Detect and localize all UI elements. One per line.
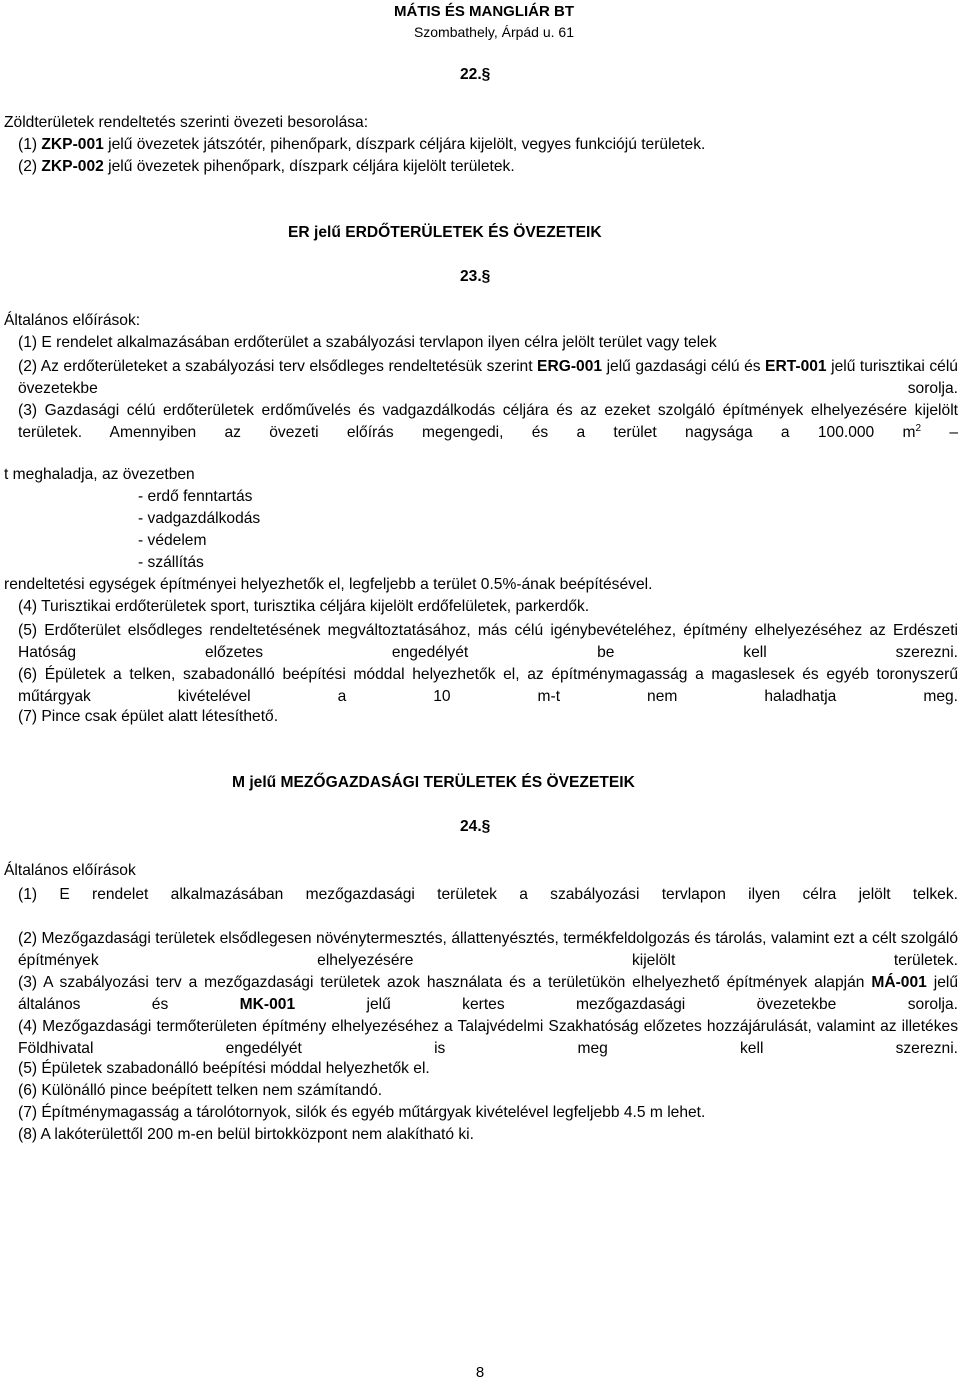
section-number-22: 22.§ — [460, 66, 491, 83]
list-item: - szállítás — [138, 554, 204, 571]
page-number: 8 — [475, 1364, 485, 1381]
zone-code: ZKP-002 — [41, 158, 104, 175]
m-paragraph-8: (8) A lakóterülettől 200 m-en belül birtokközpont nem alakítható ki. — [18, 1126, 474, 1143]
m-paragraph-2: (2) Mezőgazdasági területek elsődlegesen növénytermesztés, állattenyésztés, termékfeldolgozás és tárolás, valamint ezt a célt szolgáló építmények elhelyezésére kijelölt területek. — [18, 930, 958, 970]
list-item: - erdő fenntartás — [138, 488, 253, 505]
zone-code: MK-001 — [239, 996, 296, 1014]
er-paragraph-3-end: rendeltetési egységek építményei helyezhetők el, legfeljebb a terület 0.5%-ának beépítésével. — [4, 576, 653, 593]
list-item: - vadgazdálkodás — [138, 510, 261, 527]
zone-code: MÁ-001 — [871, 974, 927, 991]
er-paragraph-3: (3) Gazdasági célú erdőterületek erdőművelés és vadgazdálkodás céljára és az ezeket szolgáló építmények elhelyezésére kijelölt területek. Amennyiben az övezeti előírás megengedi, és a terület nagysága a 100.000 $m^2$ – — [18, 402, 958, 442]
er-paragraph-6: (6) Épületek a telken, szabadonálló beépítési móddal helyezhetők el, az építménymagasság a magaslesek és egyéb toronyszerű műtárgyak kivételével a 10 m-t nem haladhatja meg. — [18, 666, 958, 706]
er-paragraph-4: (4) Turisztikai erdőterületek sport, turisztika céljára kijelölt erdőfelületek, parkerdők. — [18, 598, 590, 615]
m-section-title: M jelű MEZŐGAZDASÁGI TERÜLETEK ÉS ÖVEZETEIK — [232, 774, 635, 791]
section-number-23: 23.§ — [460, 268, 491, 285]
m-paragraph-5: (5) Épületek szabadonálló beépítési móddal helyezhetők el. — [18, 1060, 430, 1077]
zone-code: ERG-001 — [537, 358, 603, 375]
m-paragraph-3: (3) A szabályozási terv a mezőgazdasági területek azok használata és a területükön elhelyezhető építmények alapján MÁ-001 jelű általános és MK-001 jelű kertes mezőgazdasági övezetekbe sorolja. — [18, 974, 959, 1014]
er-intro: Általános előírások: — [4, 312, 141, 329]
er-paragraph-2: (2) Az erdőterületeket a szabályozási terv elsődleges rendeltetésük szerint ERG-001 jelű gazdasági célú és ERT-001 jelű turisztikai célú övezetekbe sorolja. — [18, 358, 958, 398]
zone-code: ERT-001 — [765, 358, 827, 375]
er-paragraph-5: (5) Erdőterület elsődleges rendeltetésének megváltoztatásához, más célú igénybevételéhez, építmény elhelyezéséhez az Erdészeti Hatóság előzetes engedélyét be kell szerezni. — [18, 622, 958, 662]
m-paragraph-7: (7) Építménymagasság a tárolótornyok, silók és egyéb műtárgyak kivételével legfeljebb 4.5 m lehet. — [18, 1104, 706, 1121]
section-number-24: 24.§ — [460, 818, 491, 835]
company-name: MÁTIS ÉS MANGLIÁR BT — [394, 3, 574, 20]
company-address: Szombathely, Árpád u. 61 — [413, 24, 574, 40]
m-paragraph-4: (4) Mezőgazdasági termőterületen építmény elhelyezéséhez a Talajvédelmi Szakhatóság előzetes hozzájárulását, valamint az illetékes Földhivatal engedélyét is meg kell szerezni. — [18, 1018, 958, 1058]
s22-paragraph-2: (2) ZKP-002 jelű övezetek pihenőpark, díszpark céljára kijelölt területek. — [18, 158, 515, 175]
s22-intro: Zöldterületek rendeltetés szerinti övezeti besorolása: — [4, 114, 369, 131]
zone-code: ZKP-001 — [41, 136, 104, 153]
er-paragraph-3-cont: t meghaladja, az övezetben — [4, 466, 195, 483]
er-section-title: ER jelű ERDŐTERÜLETEK ÉS ÖVEZETEIK — [288, 224, 602, 241]
list-item: - védelem — [138, 532, 207, 549]
m-intro: Általános előírások — [4, 862, 136, 879]
s22-paragraph-1: (1) ZKP-001 jelű övezetek játszótér, pihenőpark, díszpark céljára kijelölt, vegyes funkciójú területek. — [18, 136, 706, 153]
m-paragraph-1: (1) E rendelet alkalmazásában mezőgazdasági területek a szabályozási tervlapon ilyen célra jelölt telkek. — [18, 886, 958, 903]
er-paragraph-1: (1) E rendelet alkalmazásában erdőterület a szabályozási tervlapon ilyen célra jelölt terület vagy telek — [18, 334, 717, 351]
m-paragraph-6: (6) Különálló pince beépített telken nem számítandó. — [18, 1082, 383, 1099]
superscript-2: 2 — [915, 423, 922, 435]
er-paragraph-7: (7) Pince csak épület alatt létesíthető. — [18, 708, 279, 725]
